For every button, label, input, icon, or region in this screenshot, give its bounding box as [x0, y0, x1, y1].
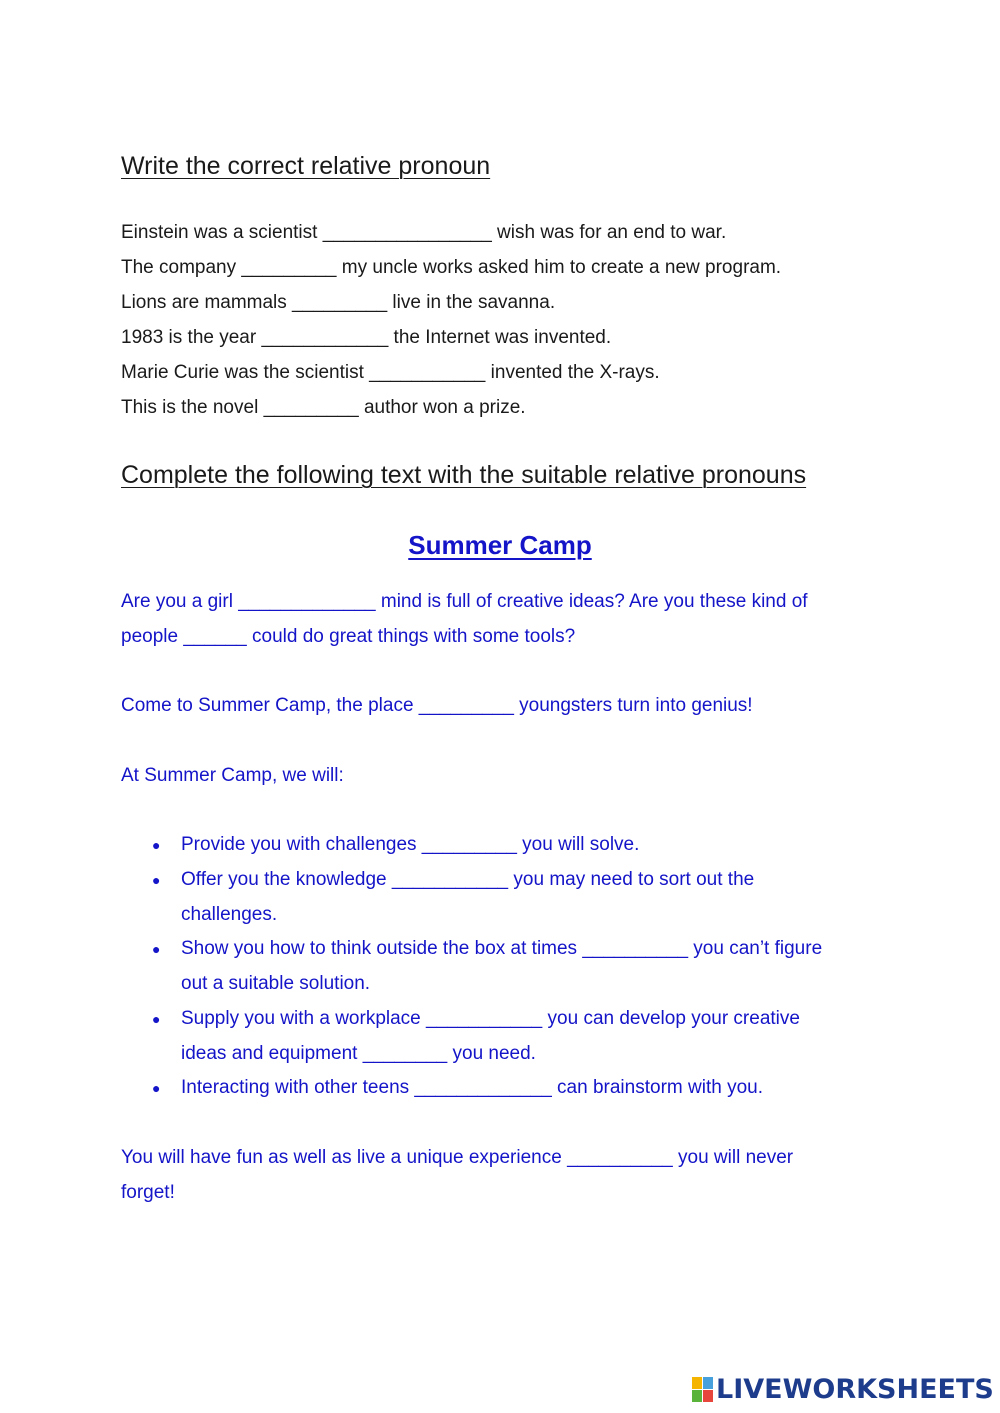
- bullet-2-line2: challenges.: [181, 904, 278, 925]
- para4-line2: forget!: [121, 1182, 175, 1203]
- para4-line1: You will have fun as well as live a unique experience __________ you will never: [121, 1147, 794, 1168]
- bullet-4-line2: ideas and equipment ________ you need.: [181, 1043, 536, 1064]
- bullet-3-line1: Show you how to think outside the box at times __________ you can’t figure: [181, 938, 823, 959]
- bullet-5-line1: Interacting with other teens _____________ can brainstorm with you.: [181, 1077, 763, 1098]
- para1-line2: people ______ could do great things with some tools?: [121, 626, 576, 647]
- para2: Come to Summer Camp, the place _________ youngsters turn into genius!: [121, 695, 753, 716]
- bullet-3-line2: out a suitable solution.: [181, 973, 371, 994]
- logo-mark-icon: [692, 1376, 714, 1402]
- bullet-dot: ●: [152, 872, 161, 888]
- sentence-1: Einstein was a scientist ________________ wish was for an end to war.: [121, 222, 727, 243]
- para1-line1: Are you a girl _____________ mind is full of creative ideas? Are you these kind of: [121, 591, 808, 612]
- bullet-1-line1: Provide you with challenges _________ you will solve.: [181, 834, 640, 855]
- bullet-dot: ●: [152, 837, 161, 853]
- sentence-5: Marie Curie was the scientist ___________ invented the X-rays.: [121, 362, 660, 383]
- para3: At Summer Camp, we will:: [121, 765, 344, 786]
- sentence-6: This is the novel _________ author won a prize.: [121, 397, 526, 418]
- liveworksheets-logo[interactable]: [692, 1373, 994, 1405]
- bullet-2-line1: Offer you the knowledge ___________ you may need to sort out the: [181, 869, 755, 890]
- summer-camp-title: Summer Camp: [408, 530, 592, 560]
- bullet-dot: ●: [152, 1080, 161, 1096]
- section2-title: Complete the following text with the suitable relative pronouns: [121, 461, 807, 489]
- section1-title: Write the correct relative pronoun: [121, 152, 491, 180]
- bullet-dot: ●: [152, 1011, 161, 1027]
- sentence-4: 1983 is the year ____________ the Internet was invented.: [121, 327, 612, 348]
- bullet-4-line1: Supply you with a workplace ___________ you can develop your creative: [181, 1008, 800, 1029]
- sentence-3: Lions are mammals _________ live in the savanna.: [121, 292, 556, 313]
- sentence-2: The company _________ my uncle works asked him to create a new program.: [121, 257, 782, 278]
- bullet-dot: ●: [152, 941, 161, 957]
- logo-text: LIVEWORKSHEETS: [716, 1373, 994, 1405]
